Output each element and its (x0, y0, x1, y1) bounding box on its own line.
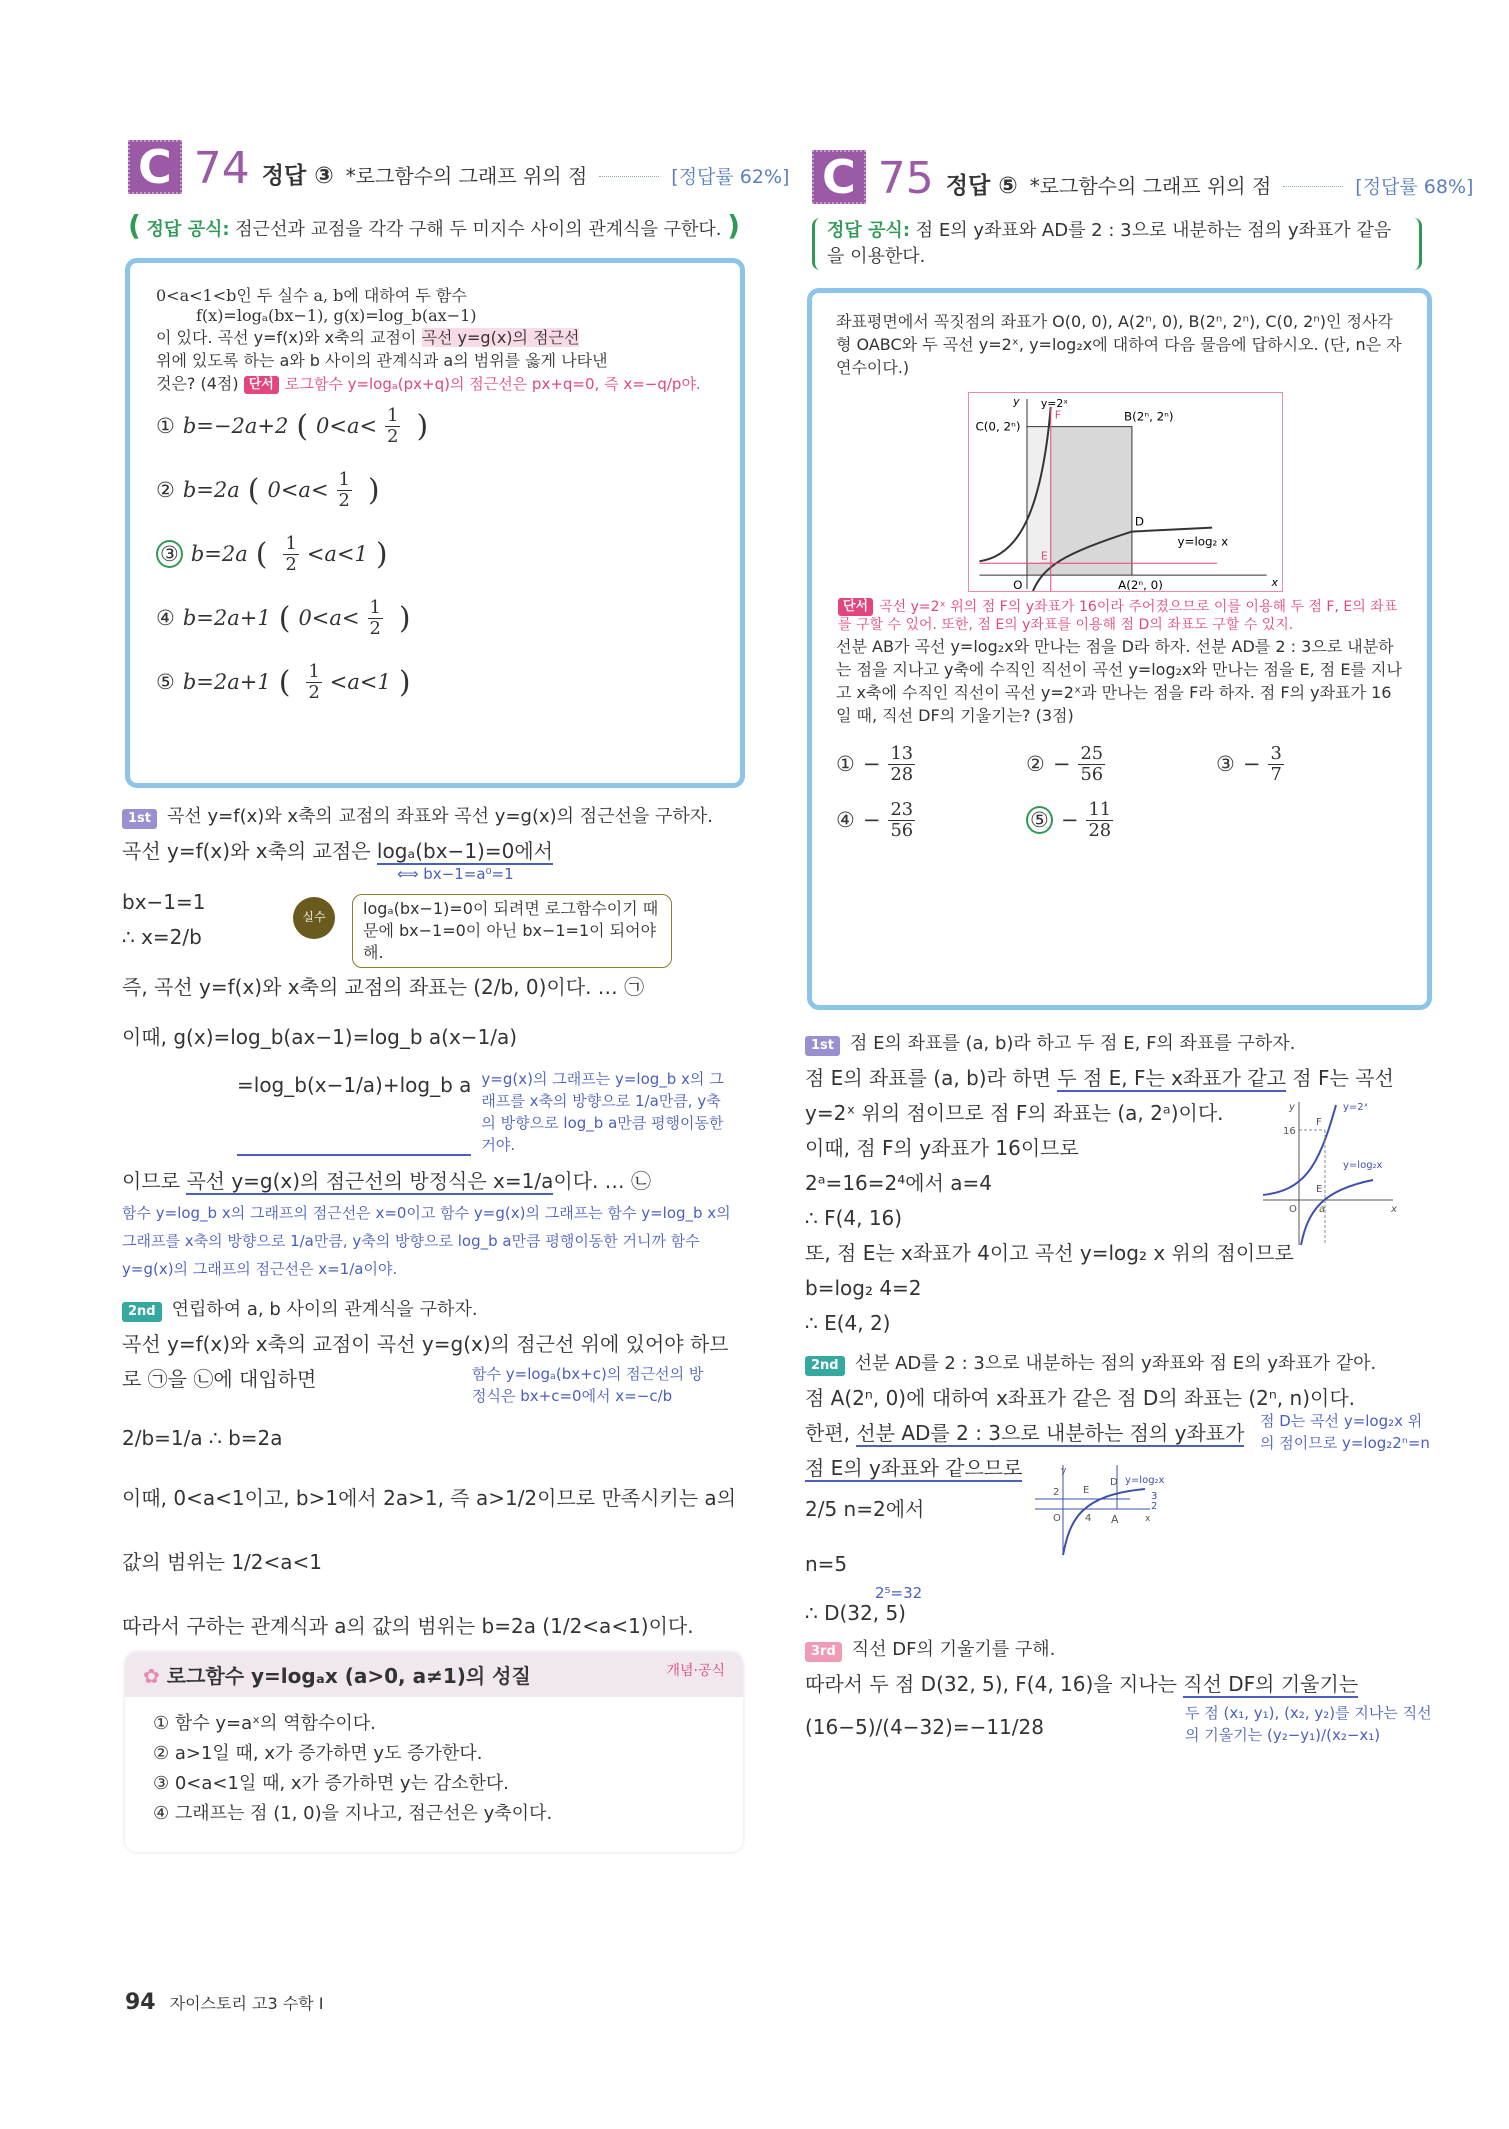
choice-2[interactable]: ② − $\frac{25}{56}$ (1026, 742, 1104, 785)
tick-label: a (1319, 1204, 1326, 1215)
numerator: 1 (369, 596, 381, 618)
point-label: C(0, 2ⁿ) (975, 419, 1021, 434)
choice-equation: b=2a+1 (182, 670, 271, 694)
step-title: 직선 DF의 기울기를 구해. (851, 1639, 1056, 1660)
section-badge: C (812, 150, 866, 204)
solution-text: b=log₂ 4=2 (805, 1276, 922, 1300)
choice-equation: b=−2a+2 (182, 414, 289, 438)
answer: 정답 ⑤ (945, 173, 1018, 199)
point-label: D (1134, 514, 1145, 529)
choice-5[interactable]: ⑤ b=2a+1 ( $\frac{1}{2}$ <a<1 ) (156, 660, 411, 703)
q75-problem-box (807, 288, 1432, 1010)
annotation: 2⁵=32 (875, 1584, 923, 1602)
denominator: 2 (308, 681, 320, 703)
solution-text: 값의 범위는 1/2<a<1 (122, 1550, 322, 1574)
answer: 정답 ③ (261, 163, 334, 189)
fraction (1086, 800, 1113, 840)
hint-text: 로그함수 y=logₐ(px+q)의 점근선은 px+q=0, 즉 x=−q/p야. (284, 375, 701, 393)
origin-label: O (1053, 1513, 1061, 1524)
choice-1[interactable]: ① − $\frac{13}{28}$ (836, 742, 914, 785)
choice-number: ① (836, 752, 855, 776)
denominator: 56 (1080, 763, 1104, 785)
ratio-label: 2 (1151, 1501, 1158, 1512)
point-label: A (1111, 1513, 1119, 1526)
denominator: 2 (369, 617, 381, 639)
numerator: 1 (308, 660, 320, 682)
ratio-label: 3 (1151, 1491, 1158, 1502)
concept-item: ② a>1일 때, x가 증가하면 y도 증가한다. (153, 1743, 483, 1764)
step-badge: 1st (805, 1036, 840, 1056)
step-title: 선분 AD를 2 : 3으로 내분하는 점의 y좌표와 점 E의 y좌표가 같아. (854, 1353, 1377, 1374)
point-label: F (1316, 1117, 1322, 1128)
axis-label: x (1145, 1514, 1151, 1524)
q75-formula (812, 218, 1422, 270)
tick-label: 16 (1283, 1126, 1296, 1137)
numerator: 23 (890, 798, 914, 820)
q75-solution (805, 1025, 1435, 1746)
problem-line: 0<a<1<b인 두 실수 a, b에 대하여 두 함수 (156, 286, 467, 305)
annotation: 점 D는 곡선 y=log₂x 위의 점이므로 y=log₂2ⁿ=n (1260, 1412, 1430, 1452)
q74-header (128, 140, 790, 194)
unshaded-region (1027, 427, 1051, 564)
underlined-text: logₐ(bx−1)=0에서 (376, 839, 553, 863)
solution-graph-2 (1035, 1465, 1185, 1560)
curve-label: y=log₂ x (1177, 534, 1229, 549)
annotation: 함수 y=log_b x의 그래프의 점근선은 x=0이고 함수 y=g(x)의 그래프는 함수 y=log_b x의 그래프를 x축의 방향으로 1/a만큼, y축의 방향으로 log_b a만큼 평행이동한 거니까 함수 y=g(x)의 그래프의 점근선은 x=1/a이야. (122, 1204, 731, 1278)
choice-equation: b=2a (190, 542, 248, 566)
annotation: 두 점 (x₁, y₁), (x₂, y₂)를 지나는 직선의 기울기는 (y₂−y₁)/(x₂−x₁) (1185, 1704, 1432, 1744)
solution-text: 한편, (805, 1421, 857, 1445)
origin-label: O (1289, 1204, 1297, 1215)
fraction (337, 470, 352, 510)
point-label: E (1083, 1485, 1090, 1496)
concept-title (143, 1660, 531, 1689)
section-badge: C (128, 140, 182, 194)
choice-number: ④ (836, 808, 855, 832)
formula-text: 점근선과 교점을 각각 구해 두 미지수 사이의 관계식을 구한다. (235, 219, 722, 240)
denominator: 28 (890, 763, 914, 785)
underlined-text: 두 점 E, F는 x좌표가 같고 (1057, 1066, 1286, 1090)
choice-number: ⑤ (1026, 806, 1053, 834)
problem-text: 선분 AB가 곡선 y=log₂x와 만나는 점을 D라 하자. 선분 AD를 2 : 3으로 내분하는 점을 지나고 y축에 수직인 직선이 곡선 y=log₂x와 만나는 점을 E, 점 E를 지나고 x축에 수직인 직선이 곡선 y=2ˣ과 만나는 점을 F라 하자. 점 F의 y좌표가 16일 때, 직선 DF의 기울기는? (3점) (836, 637, 1402, 725)
hint-tag: 단서 (838, 598, 873, 616)
mistake-note (302, 894, 672, 968)
solution-text: 점 F는 곡선 (1285, 1066, 1394, 1090)
range-high: <a<1 (306, 542, 368, 566)
point-label: B(2ⁿ, 2ⁿ) (1124, 409, 1174, 424)
highlighted-phrase: 곡선 y=g(x)의 점근선 (421, 328, 580, 347)
leader-dots (599, 176, 659, 177)
q75-header (812, 150, 1474, 204)
solution-text: 또, 점 E는 x좌표가 4이고 곡선 y=log₂ x 위의 점이므로 (805, 1241, 1294, 1265)
choice-number: ② (156, 478, 175, 502)
step-badge: 2nd (805, 1356, 845, 1376)
problem-line: 것은? (4점) (156, 374, 239, 393)
choice-2[interactable]: ② b=2a ( 0<a< $\frac{1}{2}$ ) (156, 468, 380, 511)
choices (156, 394, 716, 714)
concept-tag: 개념·공식 (666, 1663, 725, 1679)
concept-title-text: 로그함수 y=logₐx (a>0, a≠1)의 성질 (166, 1664, 531, 1688)
numerator: 1 (387, 404, 399, 426)
solution-text: 2ᵃ=16=2⁴에서 a=4 (805, 1171, 992, 1195)
x-axis-label: x (1271, 576, 1278, 590)
fraction (306, 662, 321, 702)
solution-text: 즉, 곡선 y=f(x)와 x축의 교점의 좌표는 (2/b, 0)이다. … ㉠ (122, 975, 645, 999)
step-badge: 1st (122, 809, 157, 829)
range-low: 0<a< (298, 606, 360, 630)
solution-text: (16−5)/(4−32)=−11/28 (805, 1715, 1044, 1739)
choice-number: ③ (156, 540, 183, 568)
choice-equation: b=2a+1 (182, 606, 271, 630)
step-title: 점 E의 좌표를 (a, b)라 하고 두 점 E, F의 좌표를 구하자. (850, 1033, 1296, 1054)
solution-text: 2/5 n=2에서 (805, 1497, 925, 1521)
solution-text: 이때, g(x)=log_b(ax−1)=log_b a(x−1/a) (122, 1025, 518, 1049)
denominator: 2 (387, 425, 399, 447)
mistake-badge: 실수 (293, 897, 335, 939)
curve-label: y=log₂x (1343, 1160, 1383, 1171)
denominator: 2 (285, 553, 297, 575)
numerator: 11 (1088, 798, 1112, 820)
solution-text: 이때, 점 F의 y좌표가 16이므로 (805, 1136, 1079, 1160)
q74-formula: ( 정답 공식: 점근선과 교점을 각각 구해 두 미지수 사이의 관계식을 구한다. ) (128, 209, 741, 242)
choice-number: ② (1026, 752, 1045, 776)
solution-text: y=2ˣ 위의 점이므로 점 F의 좌표는 (a, 2ᵃ)이다. (805, 1101, 1224, 1125)
hint-tag: 단서 (244, 376, 279, 394)
step-badge: 2nd (122, 1302, 162, 1322)
formula-text: 점 E의 y좌표와 AD를 2 : 3으로 내분하는 점의 y좌표가 같음을 이용한다. (827, 220, 1392, 267)
solution-text: 이때, 0<a<1이고, b>1에서 2a>1, 즉 a>1/2이므로 만족시키는 a의 (122, 1486, 737, 1510)
underlined-text: 선분 AD를 2 : 3으로 내분하는 점의 y좌표가 점 E의 y좌표와 같으므로 (805, 1421, 1245, 1480)
choice-number: ⑤ (156, 670, 175, 694)
annotation: y=g(x)의 그래프는 y=log_b x의 그래프를 x축의 방향으로 1/a만큼, y축의 방향으로 log_b a만큼 평행이동한 거야. (481, 1070, 724, 1154)
tick-label: 2 (1053, 1487, 1060, 1498)
hint-text: 곡선 y=2ˣ 위의 점 F의 y좌표가 16이라 주어졌으므로 이를 이용해 두 점 F, E의 좌표를 구할 수 있어. 또한, 점 E의 y좌표를 이용해 점 D의 좌표도 구할 수 있지. (838, 599, 1398, 633)
formula-label: 정답 공식: (827, 220, 911, 241)
choices (836, 736, 1403, 848)
solution-text: 따라서 두 점 D(32, 5), F(4, 16)을 지나는 (805, 1672, 1184, 1696)
solution-text: ∴ E(4, 2) (805, 1311, 891, 1335)
correct-rate: [정답률 62%] (671, 166, 790, 188)
numerator: 3 (1270, 742, 1282, 764)
range-low: 0<a< (316, 414, 378, 438)
log-curve (1301, 1180, 1373, 1245)
point-label: E (1040, 549, 1048, 563)
q74-problem-box (125, 258, 745, 788)
concept-item: ④ 그래프는 점 (1, 0)을 지나고, 점근선은 y축이다. (153, 1803, 553, 1824)
question-number: 74 (193, 143, 250, 194)
concept-box (125, 1652, 743, 1852)
solution-text: 이다. … ㉡ (553, 1169, 652, 1193)
problem-line: 이 있다. 곡선 y=f(x)와 x축의 교점이 (156, 328, 422, 347)
point-label: D (1110, 1477, 1118, 1488)
solution-text: bx−1=1 (122, 890, 206, 914)
denominator: 7 (1270, 763, 1282, 785)
origin-label: O (1013, 578, 1023, 592)
denominator: 56 (890, 819, 914, 841)
denominator: 28 (1088, 819, 1112, 841)
mistake-text: logₐ(bx−1)=0이 되려면 로그함수이기 때문에 bx−1=0이 아닌 bx−1=1이 되어야 해. (363, 899, 659, 962)
step-badge: 3rd (805, 1642, 842, 1662)
numerator: 13 (890, 742, 914, 764)
denominator: 2 (338, 489, 350, 511)
axis-label: x (1391, 1204, 1397, 1215)
point-label: F (1054, 408, 1061, 422)
numerator: 1 (338, 468, 350, 490)
solution-text: 이므로 (122, 1169, 187, 1193)
curve-label: y=2ˣ (1040, 396, 1069, 410)
solution-text: n=5 (805, 1552, 848, 1576)
fraction (385, 406, 400, 446)
problem-text: 좌표평면에서 꼭짓점의 좌표가 O(0, 0), A(2ⁿ, 0), B(2ⁿ, 2ⁿ), C(0, 2ⁿ)인 정사각형 OABC와 두 곡선 y=2ˣ, y=log₂x에 대하여 다음 물음에 답하시오. (단, n은 자연수이다.) (836, 312, 1402, 377)
fraction (888, 800, 915, 840)
formula-label: 정답 공식: (146, 219, 230, 240)
choice-4[interactable]: ④ b=2a+1 ( 0<a< $\frac{1}{2}$ ) (156, 596, 411, 639)
annotation: 함수 y=logₐ(bx+c)의 점근선의 방정식은 bx+c=0에서 x=−c/b (472, 1365, 704, 1405)
solution-text: 따라서 구하는 관계식과 a의 값의 범위는 b=2a (1/2<a<1)이다. (122, 1614, 694, 1638)
choice-1[interactable]: ① b=−2a+2 ( 0<a< $\frac{1}{2}$ ) (156, 404, 429, 447)
fraction (283, 534, 298, 574)
choice-4[interactable]: ④ − $\frac{23}{56}$ (836, 798, 914, 841)
underlined-text: =log_b(x−1/a)+log_b a (237, 1068, 471, 1156)
solution-text: ∴ x=2/b (122, 925, 202, 949)
range-high: <a<1 (329, 670, 391, 694)
solution-text: 2/b=1/a ∴ b=2a (122, 1426, 283, 1450)
tick-label: 4 (1085, 1513, 1092, 1524)
solution-text: ∴ D(32, 5) (805, 1601, 906, 1625)
flower-icon: ✿ (143, 1664, 160, 1688)
fraction (1078, 744, 1105, 784)
numerator: 25 (1080, 742, 1104, 764)
annotation: ⟺ bx−1=a⁰=1 (397, 865, 514, 883)
correct-rate: [정답률 68%] (1355, 176, 1474, 198)
choice-equation: b=2a (182, 478, 240, 502)
solution-text: 점 A(2ⁿ, 0)에 대하여 x좌표가 같은 점 D의 좌표는 (2ⁿ, n)이다. (805, 1386, 1356, 1410)
choice-3[interactable]: ③ − $\frac{3}{7}$ (1216, 742, 1282, 785)
fraction (1268, 744, 1283, 784)
fraction (368, 598, 383, 638)
y-axis-label: y (1013, 394, 1020, 408)
concept-item: ① 함수 y=aˣ의 역함수이다. (153, 1713, 376, 1734)
solution-graph-1 (1263, 1100, 1403, 1250)
underlined-text: 직선 DF의 기울기는 (1183, 1672, 1359, 1696)
page-number: 94 (125, 1990, 156, 2015)
solution-text: 곡선 y=f(x)와 x축의 교점이 곡선 y=g(x)의 점근선 위에 있어야 하므로 ㉠을 ㉡에 대입하면 (122, 1332, 729, 1391)
choice-3[interactable]: ③ b=2a ( $\frac{1}{2}$ <a<1 ) (156, 522, 716, 586)
problem-graph (968, 392, 1283, 592)
axis-label: y (1289, 1102, 1295, 1113)
curve-label: y=2ˣ (1343, 1102, 1369, 1113)
problem-line: 위에 있도록 하는 a와 b 사이의 관계식과 a의 범위를 옳게 나타낸 (156, 351, 608, 370)
point-label: E (1316, 1184, 1323, 1195)
underlined-text: 곡선 y=g(x)의 점근선의 방정식은 x=1/a (186, 1169, 554, 1193)
question-number: 75 (877, 153, 934, 204)
problem-functions: f(x)=logₐ(bx−1), g(x)=log_b(ax−1) (196, 306, 477, 325)
range-low: 0<a< (267, 478, 329, 502)
book-title: 자이스토리 고3 수학 I (169, 1994, 324, 2013)
curve-label: y=log₂x (1125, 1475, 1165, 1486)
choice-5[interactable]: ⑤ − $\frac{11}{28}$ (1026, 792, 1216, 848)
choice-number: ④ (156, 606, 175, 630)
numerator: 1 (285, 532, 297, 554)
solution-text: 점 E의 좌표를 (a, b)라 하면 (805, 1066, 1058, 1090)
topic: *로그함수의 그래프 위의 점 (1029, 174, 1272, 198)
choice-number: ① (156, 414, 175, 438)
solution-text: ∴ F(4, 16) (805, 1206, 903, 1230)
leader-dots (1283, 186, 1343, 187)
q74-solution (122, 798, 747, 1644)
choice-number: ③ (1216, 752, 1235, 776)
fraction (888, 744, 915, 784)
concept-item: ③ 0<a<1일 때, x가 증가하면 y는 감소한다. (153, 1773, 509, 1794)
topic: *로그함수의 그래프 위의 점 (345, 164, 588, 188)
solution-text: 곡선 y=f(x)와 x축의 교점은 (122, 839, 377, 863)
axis-label: y (1061, 1466, 1067, 1476)
step-title: 연립하여 a, b 사이의 관계식을 구하자. (171, 1299, 478, 1320)
step-title: 곡선 y=f(x)와 x축의 교점의 좌표와 곡선 y=g(x)의 점근선을 구하자. (167, 806, 713, 827)
point-label: A(2ⁿ, 0) (1118, 578, 1163, 592)
page-footer (125, 1990, 323, 2015)
